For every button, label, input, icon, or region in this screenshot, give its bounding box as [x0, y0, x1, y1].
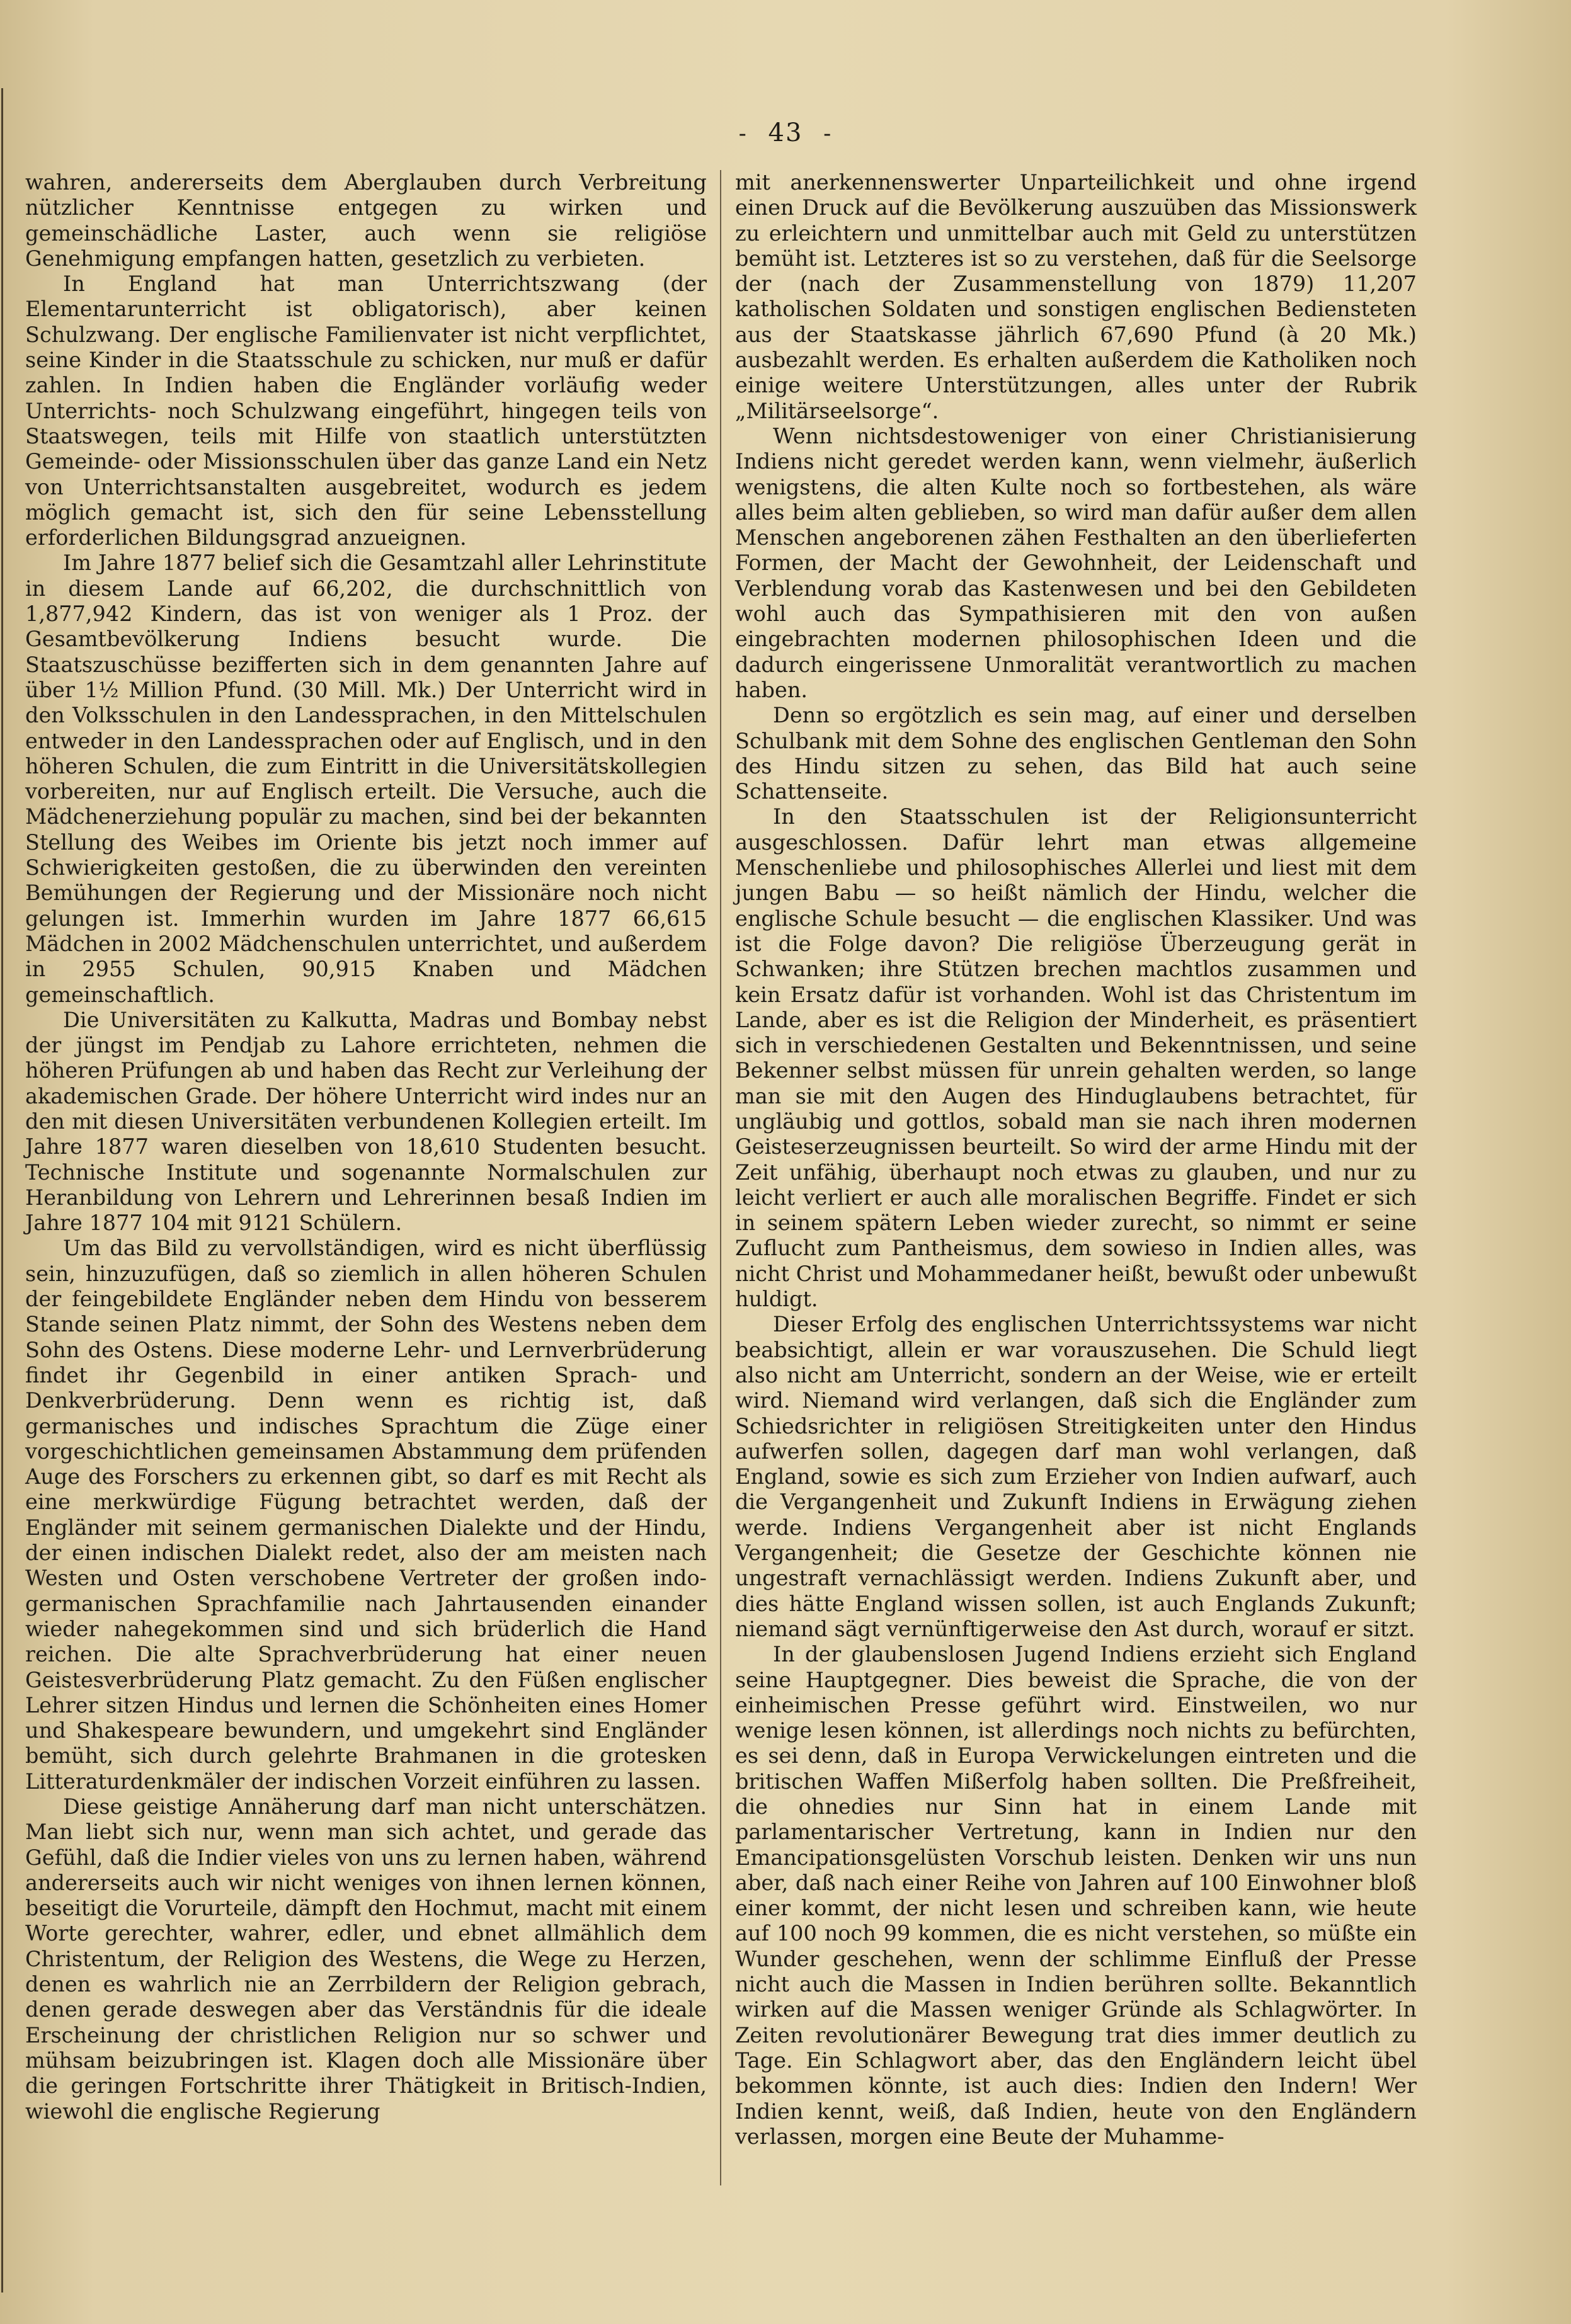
paragraph: Um das Bild zu vervollständigen, wird es nicht überflüssig sein, hinzuzufügen, daß so ziemlich in allen höheren Schulen der feingebildete Engländer neben dem Hindu von besserem Stande seinen Platz nimmt, der Sohn des Westens neben dem Sohn des Ostens. Diese moderne Lehr- und Lernverbrüderung findet ihr Gegenbild in einer antiken Sprach- und Denkverbrüderung. Denn wenn es richtig ist, daß germanisches und indisches Sprachtum die Züge einer vorgeschichtlichen gemeinsamen Abstammung dem prüfenden Auge des Forschers zu erkennen gibt, so darf es mit Recht als eine merkwürdige Fügung betrachtet werden, daß der Engländer mit seinem germanischen Dialekte und der Hindu, der einen indischen Dialekt redet, also der am meisten nach Westen und Osten verschobene Vertreter der großen indo-germanischen Sprachfamilie nach Jahrtausenden einander wieder nahegekommen sind und sich brüderlich die Hand reichen. Die alte Sprachverbrüderung hat einer neuen Geistesverbrüderung Platz gemacht. Zu den Füßen englischer Lehrer sitzen Hindus und lernen die Schönheiten eines Homer und Shakespeare bewundern, und umgekehrt sind Engländer bemüht, sich durch gelehrte Brahmanen in die grotesken Litteraturdenkmäler der indischen Vorzeit einführen zu lassen.: [25, 1236, 707, 1794]
paragraph: Denn so ergötzlich es sein mag, auf einer und derselben Schulbank mit dem Sohne des englischen Gentleman den Sohn des Hindu sitzen zu sehen, das Bild hat auch seine Schattenseite.: [735, 703, 1417, 804]
ornament-left: -: [738, 121, 748, 147]
paragraph: In England hat man Unterrichtszwang (der Elementarunterricht ist obligatorisch), aber keinen Schulzwang. Der englische Familienvater ist nicht verpflichtet, seine Kinder in die Staatsschule zu schicken, nur muß er dafür zahlen. In Indien haben die Engländer vorläufig weder Unterrichts- noch Schulzwang eingeführt, hingegen teils von Staatswegen, teils mit Hilfe von staatlich unterstützten Gemeinde- oder Missionsschulen über das ganze Land ein Netz von Unterrichtsanstalten ausgebreitet, wodurch es jedem möglich gemacht ist, sich den für seine Lebensstellung erforderlichen Bildungsgrad anzueignen.: [25, 271, 707, 550]
paragraph: Dieser Erfolg des englischen Unterrichtssystems war nicht beabsichtigt, allein er war vorauszusehen. Die Schuld liegt also nicht am Unterricht, sondern an der Weise, wie er erteilt wird. Niemand wird verlangen, daß sich die Engländer zum Schiedsrichter in religiösen Streitigkeiten unter den Hindus aufwerfen sollen, dagegen darf man wohl verlangen, daß England, sowie es sich zum Erzieher von Indien aufwarf, auch die Vergangenheit und Zukunft Indiens in Erwägung ziehen werde. Indiens Vergangenheit aber ist nicht Englands Vergangenheit; die Gesetze der Geschichte können nie ungestraft vernachlässigt werden. Indiens Zukunft aber, und dies hätte England wissen sollen, ist auch Englands Zukunft; niemand sägt vernünftigerweise den Ast durch, worauf er sitzt.: [735, 1312, 1417, 1641]
page-edge-line: [1, 88, 3, 2293]
column-divider: [720, 170, 721, 2185]
paragraph: mit anerkennenswerter Unparteilichkeit und ohne irgend einen Druck auf die Bevölkerung auszuüben das Missionswerk zu erleichtern und unmittelbar auch mit Geld zu unterstützen bemüht ist. Letzteres ist so zu verstehen, daß für die Seelsorge der (nach der Zusammenstellung von 1879) 11,207 katholischen Soldaten und sonstigen englischen Bediensteten aus der Staatskasse jährlich 67,690 Pfund (à 20 Mk.) ausbezahlt werden. Es erhalten außerdem die Katholiken noch einige weitere Unterstützungen, alles unter der Rubrik „Militärseelsorge“.: [735, 170, 1417, 423]
left-column: [25, 170, 707, 2124]
paragraph: In der glaubenslosen Jugend Indiens erzieht sich England seine Hauptgegner. Dies beweist die Sprache, die von der einheimischen Presse geführt wird. Einstweilen, wo nur wenige lesen können, ist allerdings noch nichts zu befürchten, es sei denn, daß in Europa Verwickelungen eintreten und die britischen Waffen Mißerfolg haben sollten. Die Preßfreiheit, die ohnedies nur Sinn hat in einem Lande mit parlamentarischer Vertretung, kann in Indien nur den Emancipationsgelüsten Vorschub leisten. Denken wir uns nun aber, daß nach einer Reihe von Jahren auf 100 Einwohner bloß einer kommt, der nicht lesen und schreiben kann, wie heute auf 100 noch 99 kommen, die es nicht verstehen, so müßte ein Wunder geschehen, wenn der schlimme Einfluß der Presse nicht auch die Massen in Indien berühren sollte. Bekanntlich wirken auf die Massen weniger Gründe als Schlagwörter. In Zeiten revolutionärer Bewegung trat dies immer deutlich zu Tage. Ein Schlagwort aber, das den Engländern leicht übel bekommen könnte, ist auch dies: Indien den Indern! Wer Indien kennt, weiß, daß Indien, heute von den Engländern verlassen, morgen eine Beute der Muhamme-: [735, 1642, 1417, 2149]
paragraph: Die Universitäten zu Kalkutta, Madras und Bombay nebst der jüngst im Pendjab zu Lahore errichteten, nehmen die höheren Prüfungen ab und haben das Recht zur Verleihung der akademischen Grade. Der höhere Unterricht wird indes nur an den mit diesen Universitäten verbundenen Kollegien erteilt. Im Jahre 1877 waren dieselben von 18,610 Studenten besucht. Technische Institute und sogenannte Normalschulen zur Heranbildung von Lehrern und Lehrerinnen besaß Indien im Jahre 1877 104 mit 9121 Schülern.: [25, 1007, 707, 1236]
ornament-right: -: [823, 121, 833, 147]
paragraph: Wenn nichtsdestoweniger von einer Christianisierung Indiens nicht geredet werden kann, wenn vielmehr, äußerlich wenigstens, die alten Kulte noch so fortbestehen, als wäre alles beim alten geblieben, so wird man dafür außer dem allen Menschen angeborenen zähen Festhalten an den überlieferten Formen, der Macht der Gewohnheit, der Leidenschaft und Verblendung vorab das Kastenwesen und bei den Gebildeten wohl auch das Sympathisieren mit den von außen eingebrachten modernen philosophischen Ideen und die dadurch eingerissene Unmoralität verantwortlich zu machen haben.: [735, 423, 1417, 702]
right-column: [735, 170, 1417, 2150]
paragraph: wahren, andererseits dem Aberglauben durch Verbreitung nützlicher Kenntnisse entgegen zu wirken und gemeinschädliche Laster, auch wenn sie religiöse Genehmigung empfangen hatten, gesetzlich zu verbieten.: [25, 170, 707, 271]
page-header: [0, 118, 1571, 147]
paragraph: Im Jahre 1877 belief sich die Gesamtzahl aller Lehrinstitute in diesem Lande auf 66,202, die durchschnittlich von 1,877,942 Kindern, das ist von weniger als 1 Proz. der Gesamtbevölkerung Indiens besucht wurde. Die Staatszuschüsse bezifferten sich in dem genannten Jahre auf über 1½ Million Pfund. (30 Mill. Mk.) Der Unterricht wird in den Volksschulen in den Landessprachen, in den Mittelschulen entweder in den Landessprachen oder auf Englisch, und in den höheren Schulen, die zum Eintritt in die Universitätskollegien vorbereiten, nur auf Englisch erteilt. Die Versuche, auch die Mädchenerziehung populär zu machen, sind bei der bekannten Stellung des Weibes im Oriente bis jetzt noch immer auf Schwierigkeiten gestoßen, die zu überwinden den vereinten Bemühungen der Regierung und der Missionäre noch nicht gelungen ist. Immerhin wurden im Jahre 1877 66,615 Mädchen in 2002 Mädchenschulen unterrichtet, und außerdem in 2955 Schulen, 90,915 Knaben und Mädchen gemeinschaftlich.: [25, 550, 707, 1007]
paragraph: In den Staatsschulen ist der Religionsunterricht ausgeschlossen. Dafür lehrt man etwas allgemeine Menschenliebe und philosophisches Allerlei und liest mit dem jungen Babu — so heißt nämlich der Hindu, welcher die englische Schule besucht — die englischen Klassiker. Und was ist die Folge davon? Die religiöse Überzeugung gerät in Schwanken; ihre Stützen brechen machtlos zusammen und kein Ersatz dafür ist vorhanden. Wohl ist das Christentum im Lande, aber es ist die Religion der Minderheit, es präsentiert sich in verschiedenen Gestalten und Bekenntnissen, und seine Bekenner selbst müssen für unrein gehalten werden, so lange man sie mit den Augen des Hinduglaubens betrachtet, für ungläubig und gottlos, sobald man sie nach ihren modernen Geisteserzeugnissen beurteilt. So wird der arme Hindu mit der Zeit unfähig, überhaupt noch etwas zu glauben, und nur zu leicht verliert er auch alle moralischen Begriffe. Findet er sich in seinem spätern Leben wieder zurecht, so nimmt er seine Zuflucht zum Pantheismus, dem sowieso in Indien alles, was nicht Christ und Mohammedaner heißt, bewußt oder unbewußt huldigt.: [735, 804, 1417, 1312]
page-number: 43: [768, 118, 803, 147]
paragraph: Diese geistige Annäherung darf man nicht unterschätzen. Man liebt sich nur, wenn man sich achtet, und gerade das Gefühl, daß die Indier vieles von uns zu lernen haben, während andererseits auch wir nicht weniges von ihnen lernen können, beseitigt die Vorurteile, dämpft den Hochmut, macht mit einem Worte gerechter, wahrer, edler, und ebnet allmählich dem Christentum, der Religion des Westens, die Wege zu Herzen, denen es wahrlich nie an Zerrbildern der Religion gebrach, denen gerade deswegen aber das Verständnis für die ideale Erscheinung der christlichen Religion nur so schwer und mühsam beizubringen ist. Klagen doch alle Missionäre über die geringen Fortschritte ihrer Thätigkeit in Britisch-Indien, wiewohl die englische Regierung: [25, 1794, 707, 2124]
